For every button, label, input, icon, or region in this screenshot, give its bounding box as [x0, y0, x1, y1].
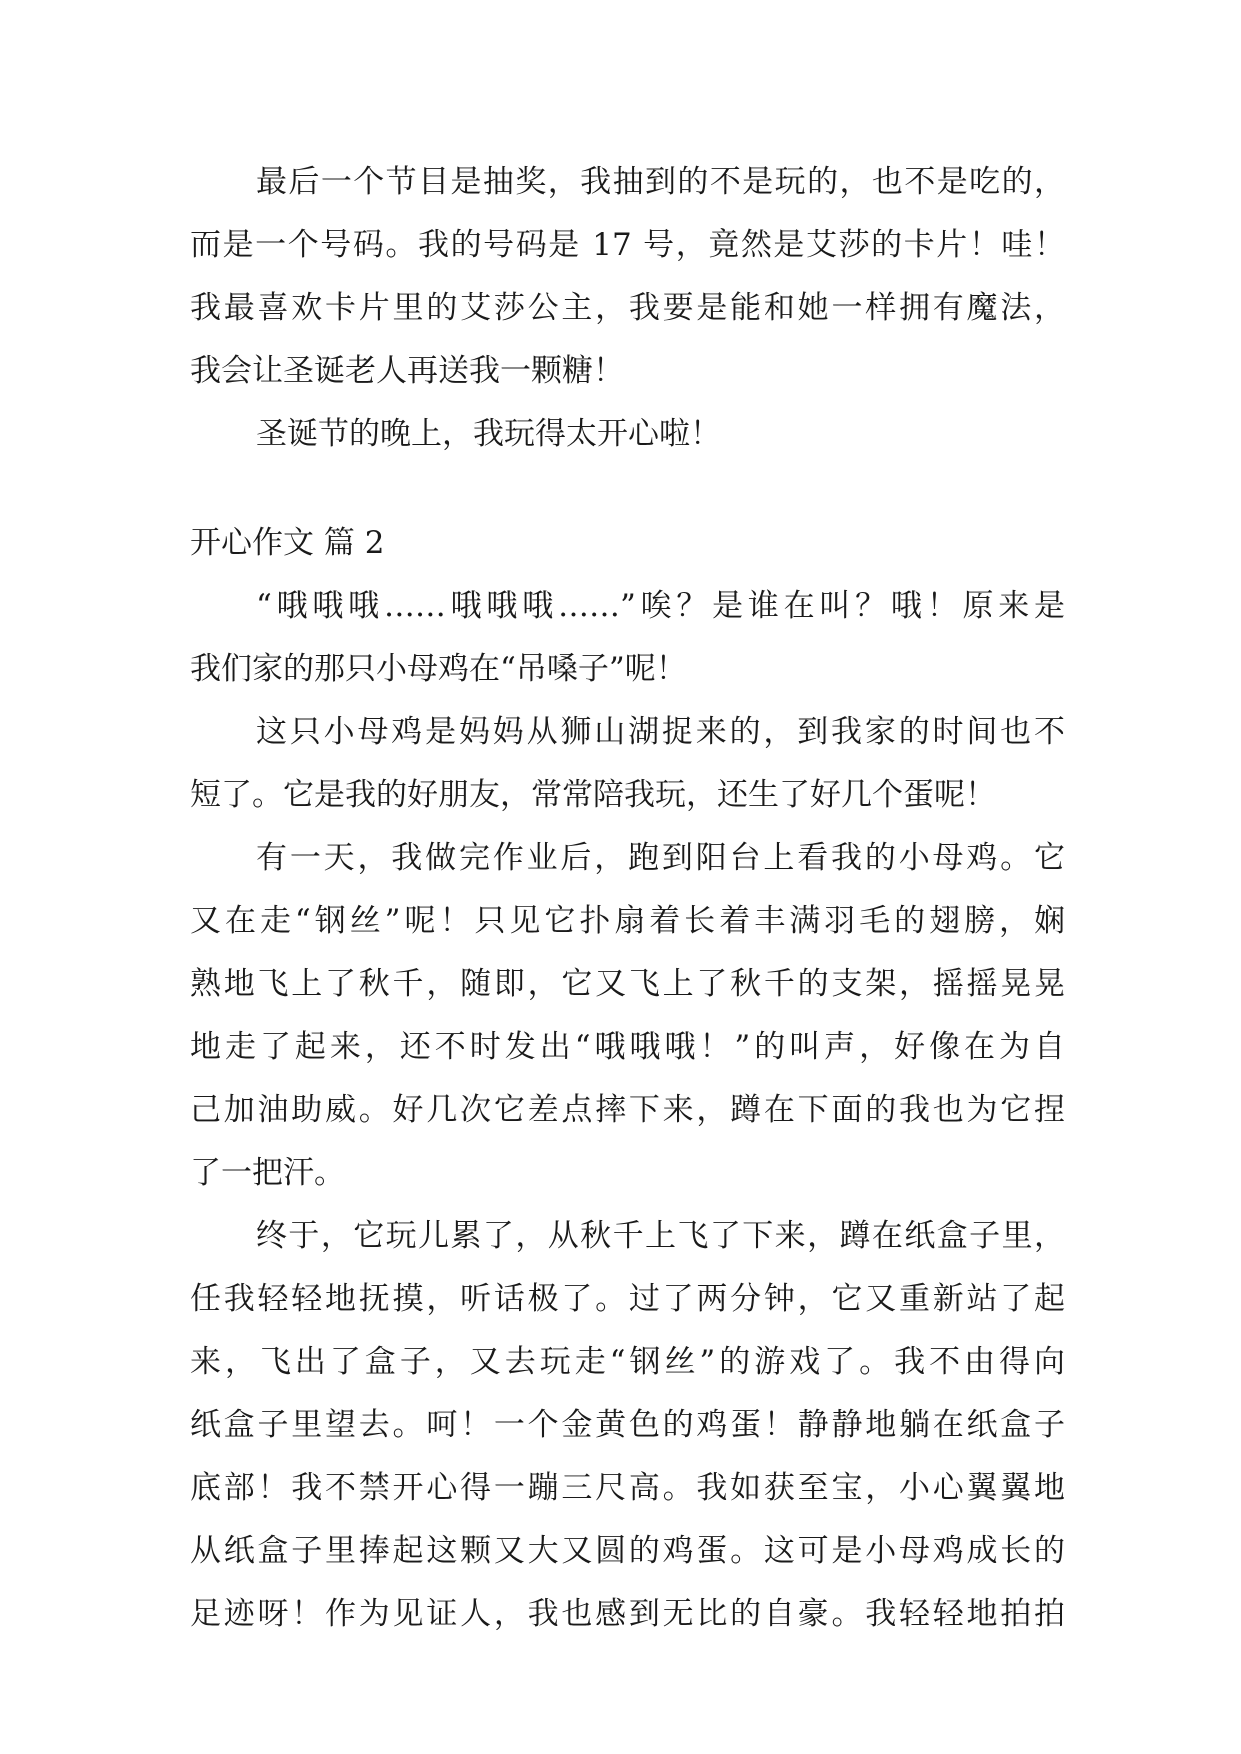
text-line: 这只小母鸡是妈妈从狮山湖捉来的，到我家的时间也不	[256, 714, 1065, 750]
paragraph-hen-origin	[190, 701, 1065, 827]
text-line: 底部！我不禁开心得一蹦三尺高。我如获至宝，小心翼翼地	[190, 1470, 1065, 1506]
text-line: 圣诞节的晚上，我玩得太开心啦！	[256, 416, 721, 452]
paragraph-lottery	[190, 151, 1065, 403]
text-line: 足迹呀！作为见证人，我也感到无比的自豪。我轻轻地拍拍	[190, 1596, 1065, 1632]
paragraph-golden-egg	[190, 1205, 1065, 1646]
text-line: 有一天，我做完作业后，跑到阳台上看我的小母鸡。它	[256, 840, 1065, 876]
text-line: 又在走“钢丝”呢！只见它扑扇着长着丰满羽毛的翅膀，娴	[190, 903, 1065, 939]
text-line: 熟地飞上了秋千，随即，它又飞上了秋千的支架，摇摇晃晃	[190, 966, 1065, 1002]
text-line: “哦哦哦……哦哦哦……”唉？是谁在叫？哦！原来是	[256, 588, 1065, 624]
text-line: 纸盒子里望去。呵！一个金黄色的鸡蛋！静静地躺在纸盒子	[190, 1407, 1065, 1443]
text-line: 任我轻轻地抚摸，听话极了。过了两分钟，它又重新站了起	[190, 1281, 1065, 1317]
text-line: 我们家的那只小母鸡在“吊嗓子”呢！	[190, 651, 687, 687]
text-line: 最后一个节目是抽奖，我抽到的不是玩的，也不是吃的，	[256, 164, 1065, 200]
paragraph-hen-calling	[190, 575, 1065, 701]
text-line: 我会让圣诞老人再送我一颗糖！	[190, 353, 624, 389]
text-line: 己加油助威。好几次它差点摔下来，蹲在下面的我也为它捏	[190, 1092, 1065, 1128]
text-line: 来，飞出了盒子，又去玩走“钢丝”的游戏了。我不由得向	[190, 1344, 1065, 1380]
text-line: 短了。它是我的好朋友，常常陪我玩，还生了好几个蛋呢！	[190, 777, 996, 813]
text-line: 我最喜欢卡片里的艾莎公主，我要是能和她一样拥有魔法，	[190, 290, 1065, 326]
text-line: 而是一个号码。我的号码是 17 号，竟然是艾莎的卡片！哇！	[190, 227, 1065, 263]
paragraph-christmas-night	[190, 403, 1065, 466]
essay-title: 开心作文 篇 2	[190, 525, 385, 561]
text-line: 从纸盒子里捧起这颗又大又圆的鸡蛋。这可是小母鸡成长的	[190, 1533, 1065, 1569]
paragraph-hen-swing	[190, 827, 1065, 1205]
text-line: 终于，它玩儿累了，从秋千上飞了下来，蹲在纸盒子里，	[256, 1218, 1065, 1254]
text-line: 了一把汗。	[190, 1155, 345, 1191]
text-line: 地走了起来，还不时发出“哦哦哦！”的叫声，好像在为自	[190, 1029, 1065, 1065]
